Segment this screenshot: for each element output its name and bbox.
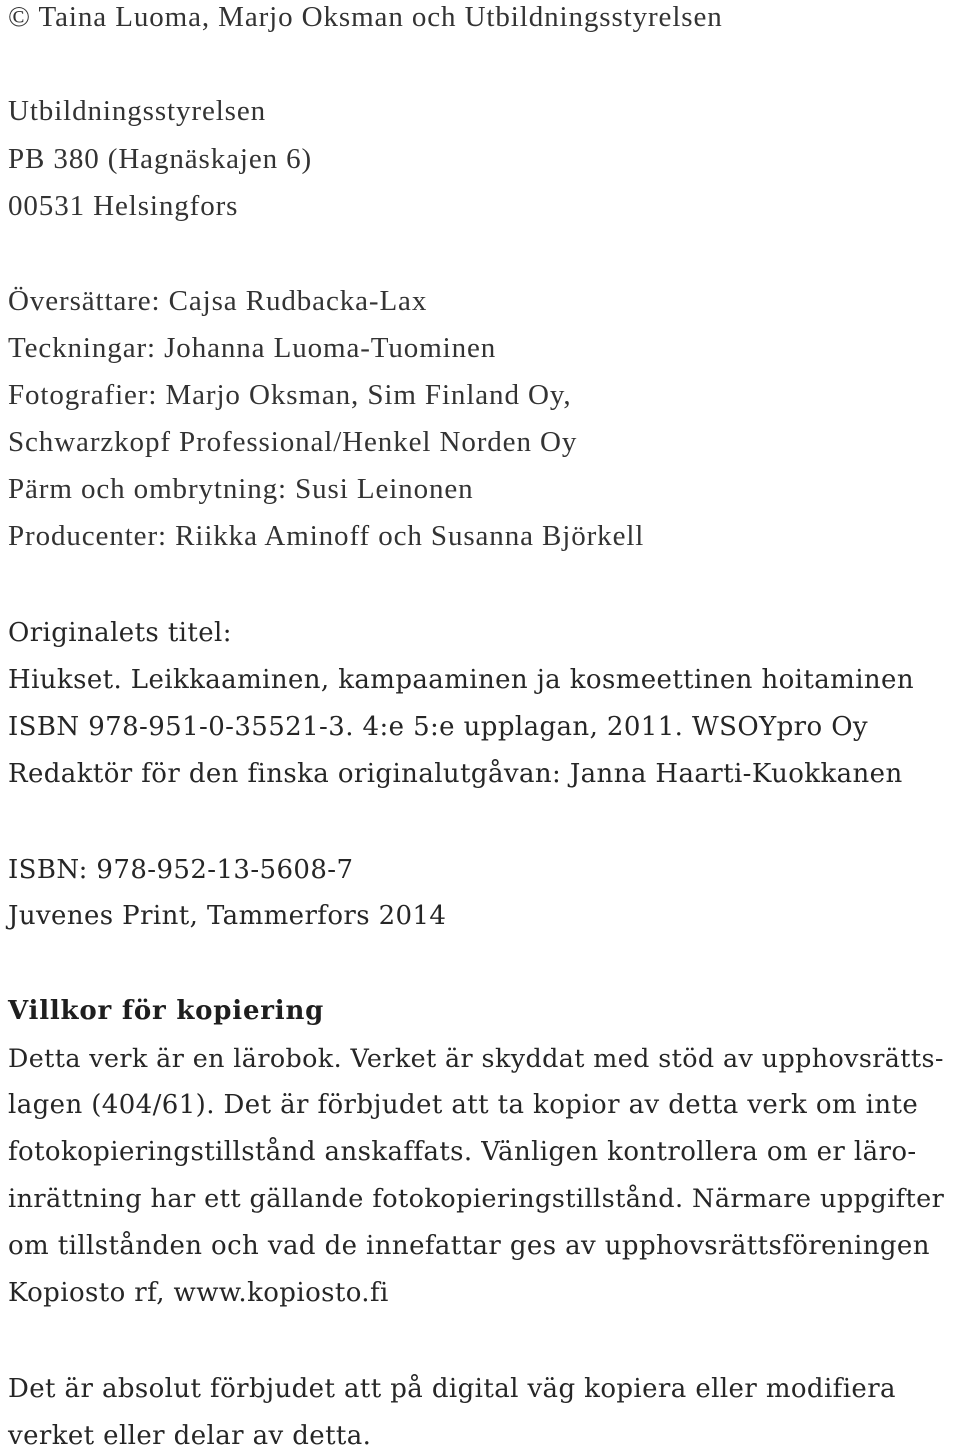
prohibition-line: Det är absolut förbjudet att på digital väg kopiera eller modifiera	[8, 1374, 896, 1404]
original-title-label: Originalets titel:	[8, 618, 232, 648]
copy-terms-line: om tillstånden och vad de innefattar ges av upphovsrättsföreningen	[8, 1231, 930, 1261]
original-title: Hiukset. Leikkaaminen, kampaaminen ja kosmeettinen hoitaminen	[8, 665, 914, 695]
copy-terms-line: inrättning har ett gällande fotokopieringstillstånd. Närmare uppgifter	[8, 1184, 945, 1214]
copy-terms-line: Kopiosto rf, www.kopiosto.fi	[8, 1278, 389, 1308]
copy-terms-line: fotokopieringstillstånd anskaffats. Vänligen kontrollera om er läro-	[8, 1137, 917, 1167]
credit-illustrations: Teckningar: Johanna Luoma-Tuominen	[8, 332, 497, 364]
edition-printer: Juvenes Print, Tammerfors 2014	[8, 901, 447, 931]
credit-photos-cont: Schwarzkopf Professional/Henkel Norden Oy	[8, 426, 578, 458]
credit-photos: Fotografier: Marjo Oksman, Sim Finland Oy,	[8, 379, 572, 411]
prohibition-line: verket eller delar av detta.	[8, 1421, 372, 1451]
copyright-line: © Taina Luoma, Marjo Oksman och Utbildningsstyrelsen	[8, 1, 723, 33]
credit-translator: Översättare: Cajsa Rudbacka-Lax	[8, 285, 428, 317]
copy-terms-line: lagen (404/61). Det är förbjudet att ta kopior av detta verk om inte	[8, 1090, 919, 1120]
edition-isbn: ISBN: 978-952-13-5608-7	[8, 855, 354, 885]
copy-terms-line: Detta verk är en lärobok. Verket är skyddat med stöd av upphovsrätts-	[8, 1043, 944, 1073]
publisher-city: 00531 Helsingfors	[8, 190, 239, 222]
credit-producers: Producenter: Riikka Aminoff och Susanna Björkell	[8, 520, 645, 552]
original-editor: Redaktör för den finska originalutgåvan: Janna Haarti-Kuokkanen	[8, 759, 903, 789]
credit-layout: Pärm och ombrytning: Susi Leinonen	[8, 473, 474, 505]
original-isbn: ISBN 978-951-0-35521-3. 4:e 5:e upplagan, 2011. WSOYpro Oy	[8, 712, 868, 742]
copy-terms-heading: Villkor för kopiering	[8, 996, 325, 1026]
publisher-address: PB 380 (Hagnäskajen 6)	[8, 143, 313, 175]
publisher-name: Utbildningsstyrelsen	[8, 95, 267, 127]
